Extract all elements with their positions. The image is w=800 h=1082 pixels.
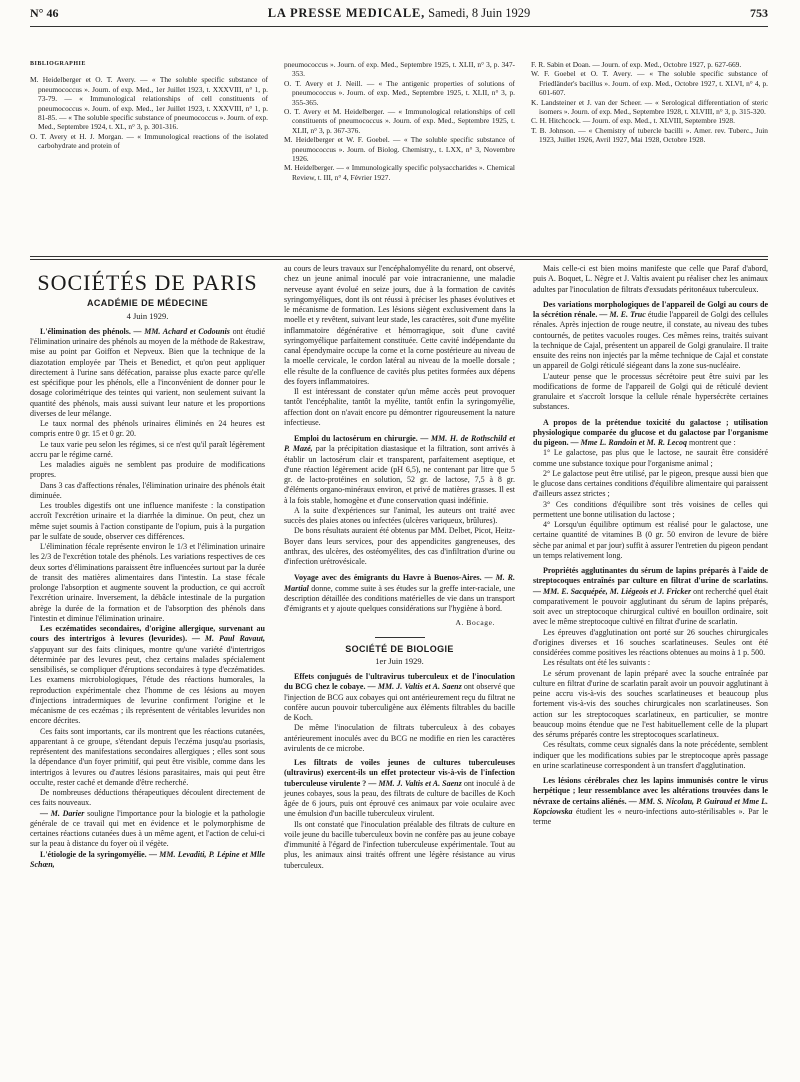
issue-date: Samedi, 8 Juin 1929 [428,6,531,20]
journal-header [30,6,768,21]
bibliography-entry: pneumococcus ». Journ. of exp. Med., Septembre 1925, t. XLII, n° 3, p. 347-353. [284,60,515,79]
bibliography-heading: BIBLIOGRAPHIE [30,61,86,67]
article-golgi [533,300,768,372]
paragraph: Les épreuves d'agglutination ont porté sur 26 souches chirurgicales d'origines diverses et 16 souches scarlatineuses. Seules ont été considérées comme positives les réactions obtenues au moins à 1 p. 500. [533,627,768,657]
article-authors: — M. Darier [40,808,85,818]
paragraph: Le taux varie peu selon les régimes, si ce n'est qu'il paraît légèrement accru par le régime carné. [30,439,265,459]
paragraph: Les maladies aiguës ne semblent pas produire de modifications propres. [30,460,265,480]
paragraph: Ils ont constaté que l'inoculation préalable des filtrats de culture en voile jeune du bacille tuberculeux bovin ne confère pas au jeune cobaye d'immunité à l'égard de l'infection tuberculeuse expérimentale. Tout au plus, les animaux ainsi traités offrent une légère résistance au virus tuberculeux. [284,819,515,870]
section-title: SOCIÉTÉS DE PARIS [37,270,258,295]
paragraph: Les troubles digestifs ont une influence manifeste : la constipation accroît l'excrétion urinaire et la diarrhée la diminue. On peut, chez un même sujet soumis à l'action constipante de l'opium, puis à la purgation par le sulfate de soude, observer ces différences. [30,501,265,541]
paragraph: Il est intéressant de constater qu'un même accès peut provoquer tantôt l'encéphalite, tantôt la myélite, tantôt enfin la syringomyélie, affection dont on n'avait encore pu démontrer rigoureusement la nature infectieuse. [284,387,515,427]
bibliography-entry: O. T. Avery et H. J. Morgan. — « Immunological reactions of the isolated carbohydrate and protein of [30,131,268,151]
paragraph: Ces faits sont importants, car ils montrent que les réactions cutanées, apparentant à ce groupe, s'étendant depuis l'eczéma jusqu'au psoriasis, représentent des manifestations secondaires allergiques ; elles sont sous la dépendance d'un foyer primitif, qui peut être visible, comme dans les intertrigos à levures ou d'autres lésions parasitaires, mais qui peut être occulte, rester caché et demande d'être recherché. [30,726,265,787]
article-title: L'étiologie de la syringomyélie. [40,849,147,859]
paragraph: Mais celle-ci est bien moins manifeste que celle que Paraf d'abord, puis A. Boquet, L. Nègre et J. Valtis avaient pu réaliser chez les animaux adultes par l'inoculation de filtrats d'exsudats péritonéaux tuberculeux. [533,264,768,294]
article-text: par la précipitation diastasique et la filtration, sont arrivés à établir un lactosérum clair et transparent, parfaitement aseptique, et d'une réaction légèrement acide (pH 6,5), ne contenant par litre que 5 gr. de lacto-protéines en solution, 52 gr. de lactose, 7,5 à 8 gr. d'éléments organo-minéraux environ, et privé de matières grasses. Il est à la fois stable, homogène et d'une conservation quasi indéfinie. [284,444,516,505]
article-title: Propriétés agglutinantes du sérum de lapins préparés à l'aide de streptocoques entraînés par culture en filtrat d'urine de scarlatins. [533,566,768,586]
paragraph: 1° Le galactose, pas plus que le lactose, ne saurait être considéré comme une substance toxique pour l'organisme animal ; [533,448,768,468]
article-title: Les lésions cérébrales chez les lapins immunisés contre le virus herpétique ; leur ressemblance avec les altérations trouvées dans le névraxe de certains aliénés. [533,776,768,806]
article-authors: — M. E. Truc [599,310,646,319]
article-title: L'élimination des phénols. [40,326,131,336]
paragraph: De nombreuses déductions thérapeutiques découlent directement de ces faits nouveaux. [30,788,265,808]
article-authors: — MM. S. Nicolau, P. Guiraud et Mme L. Kopciowska [533,796,769,816]
paragraph: 4° Lorsqu'un équilibre optimum est réalisé pour le galactose, une certaine quantité de vitamines B (0 gr. 50 environ de levure de bière sèche par animal et par jour) suffit à assurer l'entretien du pigeon pendant un temps relativement long. [533,520,768,560]
article-text: souligne l'importance pour la biologie et la pathologie générale de ce travail qui met en évidence et le polymorphisme de certaines réactions cutanées dues à un même agent, et l'action de celui-ci sur la peau à distance du foyer où il végète. [30,808,266,849]
article-text: ont recherché quel était comparativement le pouvoir agglutinant du sérum de lapins préparés, soit avec un streptocoque chirurgical cultivé en bouillon ordinaire, soit avec le même streptocoque cultivé en filtrat d'urine de scarlatin. [533,586,768,627]
article-text: étudient les « neuro-infections auto-stérilisables ». Par le terme [533,806,768,826]
bibliography-entry: K. Landsteiner et J. van der Scheer. — « Serological differentiation of steric isomers ». Journ. of exp. Med., Septembre 1928, t. XLVIII, n° 3, p. 315-320. [531,97,768,117]
divider [375,637,425,638]
article-title: Les filtrats de voiles jeunes de cultures tuberculeuses (ultravirus) exercent-ils un effet protecteur vis-à-vis de l'infection tuberculeuse virulente ? [284,758,515,788]
page-number-right: 753 [750,6,768,20]
bibliography-entry: M. Heidelberger. — « Immunologically specific polysaccharides ». Chemical Review, t. III, n° 4, Février 1927. [284,163,515,182]
article-text: s'appuyant sur des faits cliniques, montre qu'une variété d'intertrigos déterminée par des levures peut, chez certains malades spécialement sensibilisés, se compliquer d'éruptions secondaires à type d'eczématides. Les examens microbiologiques, l'étude des réactions humorales, la reproduction expérimentale chez l'homme de ces lésions au moyen d'injections intradermiques de levurine confirment l'origine et le mécanisme de ces eczémas ; ils représentent de véritables levurides non encore décrites. [30,644,265,726]
signature: A. Bocage. [455,618,495,628]
bibliography-entry: M. Heidelberger et O. T. Avery. — « The soluble specific substance of pneumococcus ». Journ. of exp. Med., 1er Juillet 1923, t. XXXVIII, n° 1, p. 73-79. — « Immunological relationships of cell constituents of pneumococcus ». Journ. of exp. Med., 1er Juillet 1923, t. XXXVIII, n° 1, p. 81-85. — « The soluble specific substance of pneumococcus ». Journ. of exp. Med., Septembre 1924, t. XL, n° 3, p. 301-316. [30,75,268,132]
bibliography-entry: O. T. Avery et M. Heidelberger. — « Immunological relationships of cell constituents of pneumococcus ». Journ. of exp. Med., Septembre 1925, t. XLII, n° 3, p. 367-376. [284,107,515,135]
journal-title: LA PRESSE MEDICALE, [267,6,426,20]
article-authors: — MM. H. de Rothschild et P. Mazé, [284,434,516,454]
text-column-2 [284,264,515,871]
paragraph: 3° Ces conditions d'équilibre sont très voisines de celles qui permettent une bonne utilisation du lactose ; [533,499,768,519]
bibliography-entry: C. H. Hitchcock. — Journ. of exp. Med., t. XLVIII, Septembre 1928. [531,116,735,126]
bibliography-entry: W. F. Goebel et O. T. Avery. — « The soluble specific substance of Friedländer's bacillus ». Journ. of exp. Med., Octobre 1927, t. XLVI, n° 4, p. 601-607. [531,69,768,98]
bibliography-column-1 [30,60,268,151]
article-authors: — MM. Achard et Codounis [133,326,230,336]
article-text: montrent que : [689,438,736,447]
academy-date: 4 Juin 1929. [126,310,169,321]
paragraph: Ces résultats, comme ceux signalés dans la note précédente, semblent indiquer que les modifications subies par le streptocoque après passage en urine scarlatineuse correspondent à un transfert d'agglutination. [533,740,768,770]
article-title: A propos de la prétendue toxicité du galactose ; utilisation physiologique comparée du glucose et du galactose par l'organisme du pigeon. [533,417,768,447]
header-rule [30,26,768,27]
section-rule-bottom [30,259,768,260]
article-text: ont inoculé à de jeunes cobayes, sous la peau, des filtrats de culture de bacilles de Koch âgée de 6 jours, puis ont éprouvé ces animaux par voie oculaire avec une émulsion d'un bacille tuberculeux virulent. [284,778,515,819]
bibliography-column-3 [531,60,768,145]
article-authors: — M. Paul Ravaut, [192,634,266,644]
paragraph: De même l'inoculation de filtrats tuberculeux à des cobayes antérieurement inoculés avec du BCG ne modifie en rien les caractères avirulents de ce microbe. [284,723,515,753]
page-number-left: N° 46 [30,6,59,20]
text-column-1 [30,264,265,870]
article-eczematides [30,624,265,727]
article-lactoserum [284,434,515,506]
bibliography-entry: F. R. Sabin et Doan. — Journ. of exp. Med., Octobre 1927, p. 627-669. [531,60,742,69]
paragraph: L'auteur pense que le processus sécrétoire peut être suivi par les modifications de forme de l'appareil de Golgi qui de réticulé devient granulaire et s'accroît lorsque la cellule rénale hypersécrète certaines substances. [533,371,768,412]
academy-heading: ACADÉMIE DE MÉDECINE [86,298,208,309]
article-title: Les eczématides secondaires, d'origine allergique, survenant au cours des intertrigos à levures (levurides). [30,624,265,644]
bibliography-column-2 [284,60,515,182]
paragraph: L'élimination fécale représente environ le 1/3 et l'élimination urinaire les 2/3 de l'excrétion totale des phénols. Les variations respectives de ces deux sortes d'éliminations paraissent être influencées surtout par la durée de transit des matières alimentaires dans l'intestin. La stase fécale prolonge l'absorption et augmente souvent la production, ce qui accroît l'excrétion urinaire. Inversement, la débâcle intestinale de la purgation abrège la durée de la formation et de l'absorption des phénols dans l'intestin et diminue l'élimination urinaire. [30,542,265,623]
biologie-date: 1er Juin 1929. [375,655,424,666]
article-agglutination [533,566,768,628]
paragraph [30,809,265,850]
article-phenols [30,327,265,419]
article-bcg [284,672,515,723]
article-galactose [533,418,768,449]
biologie-heading: SOCIÉTÉ DE BIOLOGIE [345,643,454,654]
article-authors: — M. R. Martial [284,573,516,593]
bibliography-entry: T. B. Johnson. — « Chemistry of tubercle bacilli ». Amer. rev. Tuberc., Juin 1923, Juillet 1926, Avril 1927, Mai 1928, Octobre 1928. [531,125,768,145]
article-authors: — MM. Levaditi, P. Lépine et Mlle Schœn, [30,849,266,869]
running-header [30,6,768,26]
article-text: étudie l'appareil de Golgi des cellules rénales. Après injection de rouge neutre, il constate, au niveau des tubes contournés, de petites vacuoles rouges. Ces mêmes reins, traités suivant la technique de Cajal, présentent un appareil de Golgi granulaire. Il traite ensuite des reins non injectés par la même technique de Cajal et constate un appareil de Golgi réticulé siégeant dans la zone sus-nucléaire. [533,310,769,371]
article-syringomyelie [30,850,265,871]
bibliography-entry: M. Heidelberger et W. F. Goebel. — « The soluble specific substance of pneumococcus ». Journ. of Biolog. Chemistry., t. LXX, n° 3, Novembre 1926. [284,135,515,164]
paragraph: au cours de leurs travaux sur l'encéphalomyélite du renard, ont observé, chez un jeune animal inoculé par voie intracranienne, une maladie nerveuse ayant évolué en seize jours, due à la formation de cavités syringomyéliques, dont ils ont réussi à préciser les phases évolutives et le mécanisme de formation. Les lésions siègent exclusivement dans la moelle et y revêtent, suivant leur stade, les caractères, soit d'une myélite inflammatoire dégénérative et hémorragique, soit d'une cavité syringomyélique parfaitement constituée. Cette cavité indépendante du canal épendymaire occupe la corne et la corne postérieure au niveau de la moelle cervicale, le cordon latéral au niveau de la moelle dorsale ; elle résulte de la confluence de cavités plus petites formées aux dépens des foyers inflammatoires. [284,264,515,386]
article-authors: — MM. J. Valtis et A. Saenz [368,778,462,788]
paragraph: Les résultats ont été les suivants : [543,658,651,668]
article-voyage [284,573,515,614]
article-text: ont observé que l'injection de BCG aux cobayes qui ont antérieurement reçu du filtrat ne confère aucun pouvoir tuberculigène aux éléments filtrables du bacille de Koch. [284,682,515,722]
text-column-3 [533,264,768,827]
article-authors: — MM. J. Valtis et A. Saenz [367,682,462,692]
article-herpes [533,776,768,827]
article-filtrats [284,758,515,820]
paragraph: Dans 3 cas d'affections rénales, l'élimination urinaire des phénols était diminuée. [30,480,265,500]
article-text: ont étudié l'élimination urinaire des phénols au moyen de la méthode de Rakestraw, mise au point par Goiffon et Nepveux. Bien que la technique de la diazotation employée par Theis et Benedict, et qu'on peut appliquer directement à l'urine sans défécation, paraisse plus exacte parce qu'elle est spécifique pour les phénols, elle a l'inconvénient de donner pour le dosage colorimétrique des teintes qui varient, non seulement suivant la quantité des phénols, mais aussi suivant leur nature et les proportions diverses de leur mélange. [30,326,265,418]
paragraph: De bons résultats auraient été obtenus par MM. Delbet, Picot, Heitz-Boyer dans leurs services, pour des appendicites gangreneuses, des anthrax, des ulcères, des ostéomyélites, des cas d'infiltration d'urine ou d'infection urétrovésicale. [284,526,515,566]
bibliography-entry: O. T. Avery et J. Neill. — « The antigenic properties of solutions of pneumococcus ». Journ. of exp. Med., Septembre 1925, t. XLII, n° 3, p. 355-365. [284,78,515,107]
paragraph: 2° Le galactose peut être utilisé, par le pigeon, presque aussi bien que le glucose dans certaines conditions d'équilibre alimentaire qui paraissent d'ailleurs assez strictes ; [533,468,768,499]
article-title: Des variations morphologiques de l'appareil de Golgi au cours de la sécrétion rénale. [533,299,768,319]
article-title: Effets conjugués de l'ultravirus tuberculeux et de l'inoculation du BCG chez le cobaye. [284,672,515,692]
article-authors: — MM. E. Sacquépée, M. Liégeois et J. Fricker [533,586,692,596]
paragraph: Le sérum provenant de lapin préparé avec la souche entraînée par culture en filtrat d'urine de scarlatin paraît avoir un pouvoir agglutinant à peine accru vis-à-vis des souches scarlatineuses et beaucoup plus fortement vis-à-vis des souches chirurgicales non scarlatineuses. Son action sur les streptocoques scarlatineux, en particulier, se montre beaucoup moins étendue que ne l'est habituellement celle de la plupart des sérums préparés contre les streptocoques scarlatineux. [533,668,768,739]
paragraph: Le taux normal des phénols urinaires éliminés en 24 heures est compris entre 0 gr. 15 et 0 gr. 20. [30,419,265,439]
article-title: Voyage avec des émigrants du Havre à Buenos-Aires. [294,573,482,583]
article-authors: — Mme L. Randoin et M. R. Lecoq [570,438,688,447]
article-title: Emploi du lactosérum en chirurgie. [294,434,418,443]
paragraph: A la suite d'expériences sur l'animal, les auteurs ont traité avec succès des plaies atones ou infectées (ulcères variqueux, brûlures). [284,505,515,525]
article-text: donne, comme suite à ses études sur la greffe inter-raciale, une description détaillée des conditions matérielles de vie dans un transport d'émigrants et y ajoute quelques considérations sur l'hygiène à bord. [284,583,516,613]
section-rule-top [30,256,768,257]
